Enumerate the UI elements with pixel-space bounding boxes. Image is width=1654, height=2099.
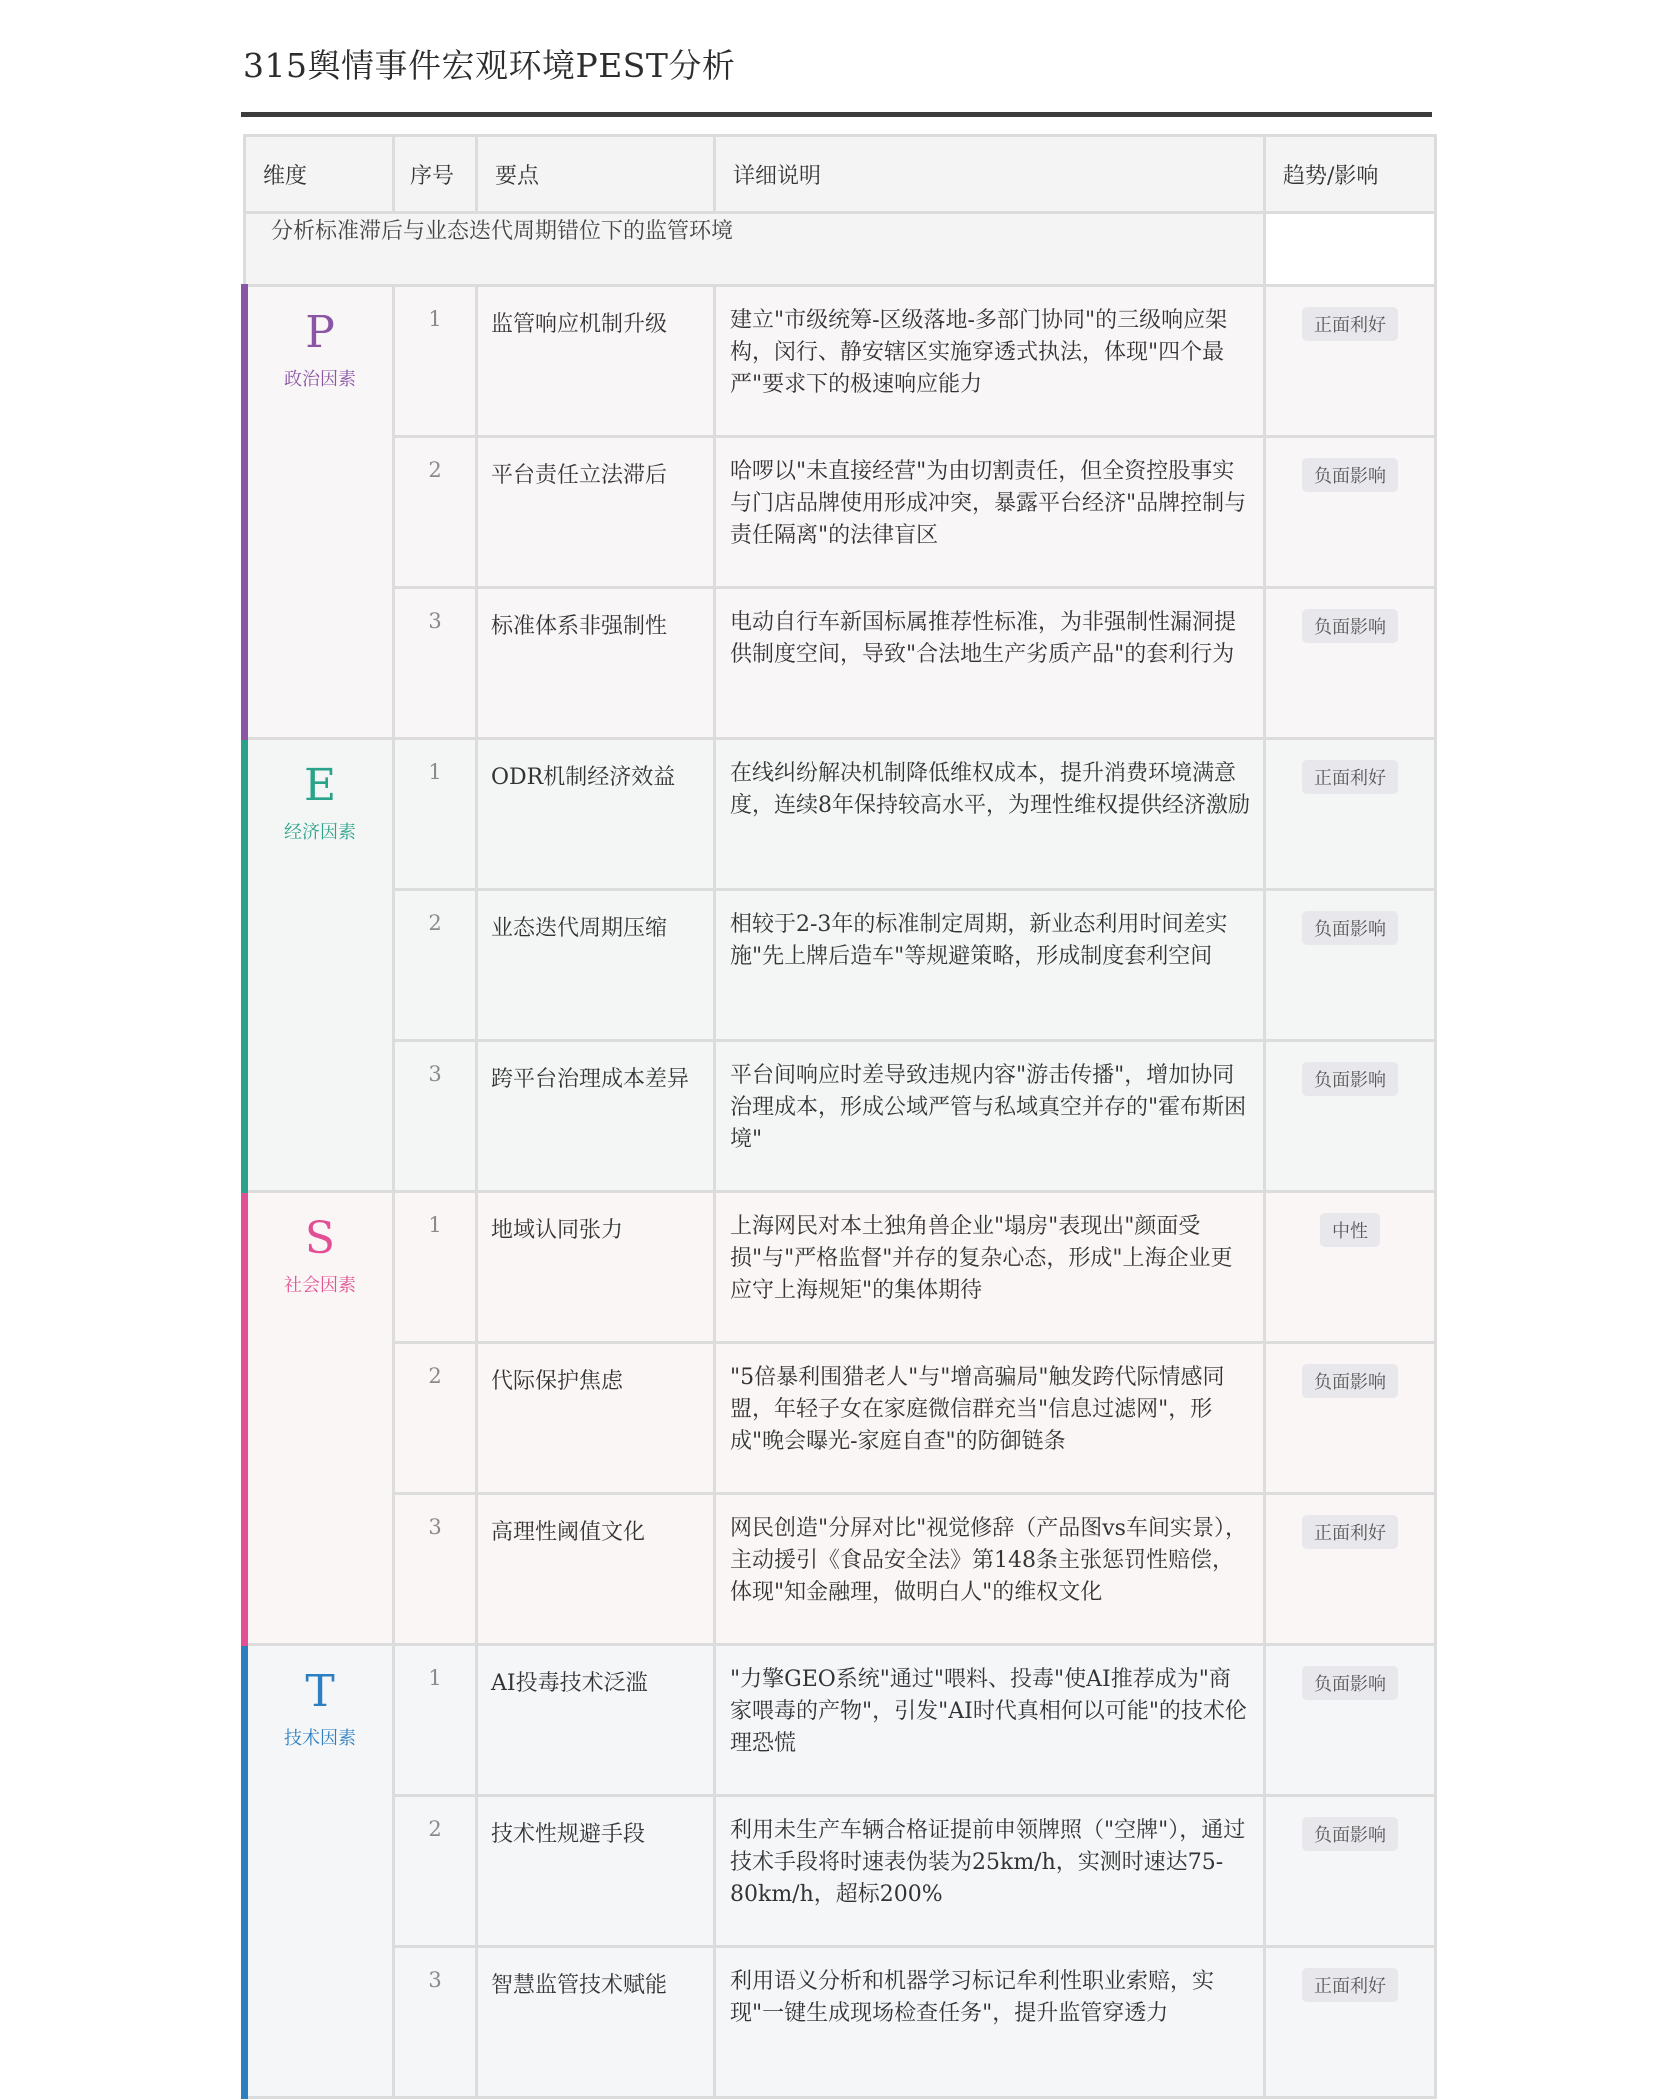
- header-index: 序号: [394, 136, 477, 213]
- dimension-name: 政治因素: [284, 369, 356, 390]
- trend-cell: [1265, 1343, 1436, 1494]
- dimension-cell: [245, 1192, 394, 1645]
- table-header: [245, 136, 1436, 213]
- group-technological: [245, 1645, 1436, 2098]
- dimension-letter: T: [305, 1666, 335, 1717]
- row-key-point: 智慧监管技术赋能: [477, 1947, 715, 2098]
- trend-badge: 负面影响: [1302, 1817, 1398, 1851]
- trend-cell: [1265, 890, 1436, 1041]
- row-index: 2: [394, 890, 477, 1041]
- table-row: [245, 286, 1436, 437]
- dimension-cell: [245, 739, 394, 1192]
- row-key-point: 监管响应机制升级: [477, 286, 715, 437]
- row-index: 1: [394, 1192, 477, 1343]
- table-subtitle: 分析标准滞后与业态迭代周期错位下的监管环境: [245, 213, 1265, 286]
- table-row: [245, 1494, 1436, 1645]
- row-index: 3: [394, 588, 477, 739]
- trend-cell: [1265, 1041, 1436, 1192]
- row-detail: "力擎GEO系统"通过"喂料、投毒"使AI推荐成为"商家喂毒的产物"，引发"AI时代真相何以可能"的技术伦理恐慌: [715, 1645, 1265, 1796]
- row-detail: 建立"市级统筹-区级落地-多部门协同"的三级响应架构，闵行、静安辖区实施穿透式执法，体现"四个最严"要求下的极速响应能力: [715, 286, 1265, 437]
- subtitle-section: [245, 213, 1436, 286]
- trend-cell: [1265, 1947, 1436, 2098]
- trend-cell: [1265, 588, 1436, 739]
- table-row: [245, 437, 1436, 588]
- row-key-point: ODR机制经济效益: [477, 739, 715, 890]
- row-index: 2: [394, 1343, 477, 1494]
- row-index: 2: [394, 437, 477, 588]
- trend-badge: 正面利好: [1302, 307, 1398, 341]
- dimension-letter: S: [304, 1213, 336, 1264]
- row-detail: 利用未生产车辆合格证提前申领牌照（"空牌"），通过技术手段将时速表伪装为25km/h，实测时速达75-80km/h，超标200%: [715, 1796, 1265, 1947]
- table-row: [245, 1947, 1436, 2098]
- row-key-point: 高理性阈值文化: [477, 1494, 715, 1645]
- header-dimension: 维度: [245, 136, 394, 213]
- header-trend: 趋势/影响: [1265, 136, 1436, 213]
- row-detail: 利用语义分析和机器学习标记牟利性职业索赔，实现"一键生成现场检查任务"，提升监管穿透力: [715, 1947, 1265, 2098]
- row-detail: 平台间响应时差导致违规内容"游击传播"，增加协同治理成本，形成公域严管与私域真空并存的"霍布斯困境": [715, 1041, 1265, 1192]
- trend-badge: 负面影响: [1302, 1062, 1398, 1096]
- dimension-letter: E: [303, 760, 337, 811]
- trend-badge: 负面影响: [1302, 911, 1398, 945]
- dimension-name: 技术因素: [284, 1728, 356, 1749]
- table-row: [245, 1796, 1436, 1947]
- group-political: [245, 286, 1436, 739]
- trend-cell: [1265, 1796, 1436, 1947]
- trend-badge: 正面利好: [1302, 760, 1398, 794]
- trend-cell: [1265, 1192, 1436, 1343]
- trend-cell: [1265, 739, 1436, 890]
- trend-cell: [1265, 1494, 1436, 1645]
- row-detail: 在线纠纷解决机制降低维权成本，提升消费环境满意度，连续8年保持较高水平，为理性维权提供经济激励: [715, 739, 1265, 890]
- row-index: 2: [394, 1796, 477, 1947]
- row-key-point: 代际保护焦虑: [477, 1343, 715, 1494]
- dimension-letter: P: [305, 307, 335, 358]
- trend-badge: 正面利好: [1302, 1968, 1398, 2002]
- row-detail: 哈啰以"未直接经营"为由切割责任，但全资控股事实与门店品牌使用形成冲突，暴露平台经济"品牌控制与责任隔离"的法律盲区: [715, 437, 1265, 588]
- row-index: 3: [394, 1041, 477, 1192]
- row-key-point: 平台责任立法滞后: [477, 437, 715, 588]
- dimension-cell: [245, 1645, 394, 2098]
- row-key-point: 技术性规避手段: [477, 1796, 715, 1947]
- trend-badge: 负面影响: [1302, 609, 1398, 643]
- group-social: [245, 1192, 1436, 1645]
- group-economic: [245, 739, 1436, 1192]
- row-key-point: AI投毒技术泛滥: [477, 1645, 715, 1796]
- trend-badge: 负面影响: [1302, 1666, 1398, 1700]
- row-detail: 上海网民对本土独角兽企业"塌房"表现出"颜面受损"与"严格监督"并存的复杂心态，形成"上海企业更应守上海规矩"的集体期待: [715, 1192, 1265, 1343]
- row-key-point: 跨平台治理成本差异: [477, 1041, 715, 1192]
- table-row: [245, 1645, 1436, 1796]
- row-key-point: 地域认同张力: [477, 1192, 715, 1343]
- row-index: 3: [394, 1494, 477, 1645]
- trend-cell: [1265, 437, 1436, 588]
- table-row: [245, 890, 1436, 1041]
- trend-cell: [1265, 286, 1436, 437]
- dimension-name: 社会因素: [284, 1275, 356, 1296]
- row-detail: 电动自行车新国标属推荐性标准，为非强制性漏洞提供制度空间，导致"合法地生产劣质产品"的套利行为: [715, 588, 1265, 739]
- trend-badge: 负面影响: [1302, 458, 1398, 492]
- header-key-point: 要点: [477, 136, 715, 213]
- table-row: [245, 1041, 1436, 1192]
- table-row: [245, 1343, 1436, 1494]
- row-detail: 网民创造"分屏对比"视觉修辞（产品图vs车间实景），主动援引《食品安全法》第148条主张惩罚性赔偿，体现"知金融理，做明白人"的维权文化: [715, 1494, 1265, 1645]
- pest-table: [241, 134, 1437, 2099]
- row-index: 1: [394, 739, 477, 890]
- title-divider: [241, 112, 1432, 117]
- table-row: [245, 588, 1436, 739]
- trend-badge: 负面影响: [1302, 1364, 1398, 1398]
- row-key-point: 标准体系非强制性: [477, 588, 715, 739]
- table-row: [245, 1192, 1436, 1343]
- trend-badge: 中性: [1320, 1213, 1380, 1247]
- row-key-point: 业态迭代周期压缩: [477, 890, 715, 1041]
- row-index: 3: [394, 1947, 477, 2098]
- header-detail: 详细说明: [715, 136, 1265, 213]
- trend-badge: 正面利好: [1302, 1515, 1398, 1549]
- page-title: 315舆情事件宏观环境PEST分析: [243, 46, 736, 85]
- row-index: 1: [394, 1645, 477, 1796]
- trend-cell: [1265, 1645, 1436, 1796]
- row-detail: "5倍暴利围猎老人"与"增高骗局"触发跨代际情感同盟，年轻子女在家庭微信群充当"信息过滤网"，形成"晚会曝光-家庭自查"的防御链条: [715, 1343, 1265, 1494]
- row-detail: 相较于2-3年的标准制定周期，新业态利用时间差实施"先上牌后造车"等规避策略，形成制度套利空间: [715, 890, 1265, 1041]
- dimension-name: 经济因素: [284, 822, 356, 843]
- dimension-cell: [245, 286, 394, 739]
- subtitle-blank-cell: [1265, 213, 1436, 286]
- row-index: 1: [394, 286, 477, 437]
- table-row: [245, 739, 1436, 890]
